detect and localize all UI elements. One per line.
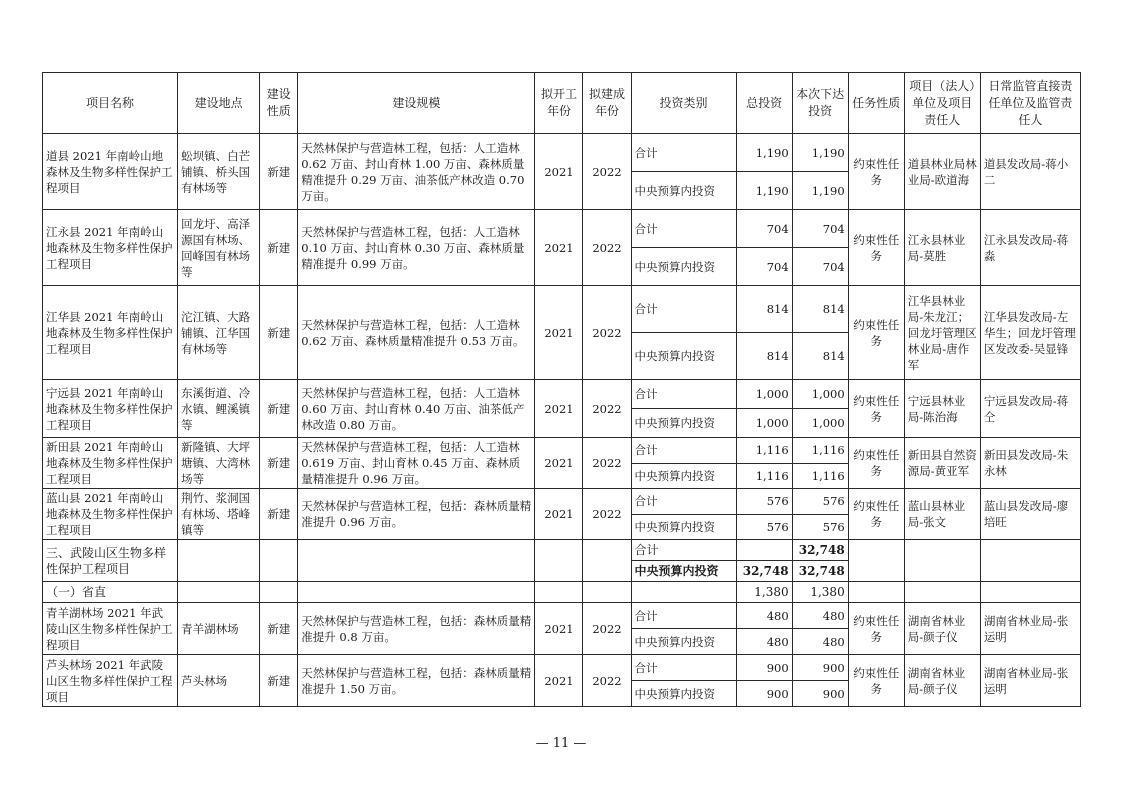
project-name: 江永县 2021 年南岭山地森林及生物多样性保护工程项目	[43, 210, 178, 286]
start-year: 2021	[535, 603, 583, 655]
allocated-investment: 32,748	[792, 540, 848, 561]
invest-category: 中央预算内投资	[631, 629, 736, 655]
invest-category: 合计	[631, 134, 736, 172]
total-investment: 1,116	[736, 438, 792, 464]
invest-category: 合计	[631, 540, 736, 561]
task-nature: 约束性任务	[848, 286, 904, 380]
end-year: 2022	[583, 134, 631, 210]
project-nature: 新建	[260, 438, 298, 489]
project-location: 蚣坝镇、白芒铺镇、桥头国有林场等	[178, 134, 260, 210]
total-investment: 480	[736, 629, 792, 655]
invest-category: 合计	[631, 286, 736, 333]
project-location: 青羊湖林场	[178, 603, 260, 655]
allocated-investment: 814	[792, 333, 848, 380]
project-location: 新隆镇、大坪塘镇、大湾林场等	[178, 438, 260, 489]
allocated-investment: 1,000	[792, 409, 848, 438]
responsible-unit: 江华县林业局-朱龙江；回龙圩管理区林业局-唐作军	[904, 286, 980, 380]
allocated-investment: 1,116	[792, 438, 848, 464]
responsible-unit: 道县林业局林业局-欧道海	[904, 134, 980, 210]
end-year: 2022	[583, 380, 631, 438]
project-nature: 新建	[260, 134, 298, 210]
project-location: 沱江镇、大路铺镇、江华国有林场等	[178, 286, 260, 380]
header-cell: 建设规模	[298, 73, 535, 134]
total-investment: 480	[736, 603, 792, 629]
project-nature: 新建	[260, 210, 298, 286]
investment-table	[42, 72, 1081, 707]
header-cell: 建设性质	[260, 73, 298, 134]
table-row	[43, 134, 1081, 172]
allocated-investment: 480	[792, 603, 848, 629]
project-location: 回龙圩、高泽源国有林场、回峰国有林场等	[178, 210, 260, 286]
invest-category: 中央预算内投资	[631, 172, 736, 210]
project-name: 宁远县 2021 年南岭山地森林及生物多样性保护工程项目	[43, 380, 178, 438]
project-scale: 天然林保护与营造林工程，包括：森林质量精准提升 0.96 万亩。	[298, 489, 535, 540]
total-investment: 576	[736, 489, 792, 515]
allocated-investment: 32,748	[792, 561, 848, 582]
allocated-investment: 900	[792, 681, 848, 707]
total-investment: 814	[736, 286, 792, 333]
invest-category: 中央预算内投资	[631, 248, 736, 286]
header-cell: 总投资	[736, 73, 792, 134]
supervisor-unit: 湖南省林业局-张运明	[980, 655, 1080, 707]
responsible-unit: 宁远县林业局-陈治海	[904, 380, 980, 438]
task-nature: 约束性任务	[848, 380, 904, 438]
total-investment: 1,000	[736, 409, 792, 438]
allocated-investment: 480	[792, 629, 848, 655]
section-row	[43, 540, 1081, 561]
responsible-unit: 湖南省林业局-颜子仪	[904, 603, 980, 655]
table-row	[43, 286, 1081, 333]
total-investment: 900	[736, 681, 792, 707]
project-location: 东溪街道、冷水镇、鲤溪镇等	[178, 380, 260, 438]
task-nature: 约束性任务	[848, 603, 904, 655]
project-nature: 新建	[260, 655, 298, 707]
table-row	[43, 655, 1081, 681]
supervisor-unit: 新田县发改局-朱永林	[980, 438, 1080, 489]
total-investment: 704	[736, 248, 792, 286]
invest-category: 中央预算内投资	[631, 561, 736, 582]
invest-category: 合计	[631, 380, 736, 409]
allocated-investment: 704	[792, 248, 848, 286]
start-year: 2021	[535, 134, 583, 210]
table-row	[43, 380, 1081, 409]
total-investment: 1,000	[736, 380, 792, 409]
project-scale: 天然林保护与营造林工程，包括：森林质量精准提升 0.8 万亩。	[298, 603, 535, 655]
header-row	[43, 73, 1081, 134]
header-cell: 项目名称	[43, 73, 178, 134]
project-location: 芦头林场	[178, 655, 260, 707]
responsible-unit: 蓝山县林业局-张文	[904, 489, 980, 540]
project-nature: 新建	[260, 380, 298, 438]
invest-category: 合计	[631, 655, 736, 681]
responsible-unit: 江永县林业局-莫胜	[904, 210, 980, 286]
total-investment: 1,380	[736, 582, 792, 603]
total-investment: 704	[736, 210, 792, 248]
header-cell: 投资类别	[631, 73, 736, 134]
project-scale: 天然林保护与营造林工程，包括：人工造林 0.62 万亩、封山育林 1.00 万亩、森林质量精准提升 0.29 万亩、油茶低产林改造 0.70 万亩。	[298, 134, 535, 210]
allocated-investment: 900	[792, 655, 848, 681]
supervisor-unit: 湖南省林业局-张运明	[980, 603, 1080, 655]
table-row	[43, 489, 1081, 515]
header-cell: 任务性质	[848, 73, 904, 134]
allocated-investment: 814	[792, 286, 848, 333]
task-nature: 约束性任务	[848, 438, 904, 489]
allocated-investment: 1,116	[792, 463, 848, 489]
end-year: 2022	[583, 655, 631, 707]
supervisor-unit: 蓝山县发改局-廖培旺	[980, 489, 1080, 540]
project-scale: 天然林保护与营造林工程，包括：人工造林 0.619 万亩、封山育林 0.45 万亩、森林质量精准提升 0.96 万亩。	[298, 438, 535, 489]
end-year: 2022	[583, 489, 631, 540]
project-name: 青羊湖林场 2021 年武陵山区生物多样性保护工程项目	[43, 603, 178, 655]
header-cell: 拟建成年份	[583, 73, 631, 134]
total-investment: 900	[736, 655, 792, 681]
project-nature: 新建	[260, 603, 298, 655]
start-year: 2021	[535, 286, 583, 380]
start-year: 2021	[535, 655, 583, 707]
invest-category: 合计	[631, 210, 736, 248]
allocated-investment: 1,190	[792, 134, 848, 172]
total-investment: 814	[736, 333, 792, 380]
end-year: 2022	[583, 438, 631, 489]
subsection-row	[43, 582, 1081, 603]
total-investment: 576	[736, 514, 792, 540]
start-year: 2021	[535, 380, 583, 438]
page-number: — 11 —	[535, 736, 587, 751]
start-year: 2021	[535, 489, 583, 540]
responsible-unit: 新田县自然资源局-黄亚军	[904, 438, 980, 489]
project-scale: 天然林保护与营造林工程，包括：森林质量精准提升 1.50 万亩。	[298, 655, 535, 707]
total-investment: 1,190	[736, 172, 792, 210]
invest-category: 中央预算内投资	[631, 681, 736, 707]
end-year: 2022	[583, 286, 631, 380]
project-name: 蓝山县 2021 年南岭山地森林及生物多样性保护工程项目	[43, 489, 178, 540]
header-cell: 项目（法人）单位及项目责任人	[904, 73, 980, 134]
header-cell: 拟开工年份	[535, 73, 583, 134]
subsection-title: （一）省直	[43, 582, 178, 603]
project-nature: 新建	[260, 286, 298, 380]
project-nature: 新建	[260, 489, 298, 540]
allocated-investment: 1,190	[792, 172, 848, 210]
total-investment: 32,748	[736, 561, 792, 582]
header-cell: 建设地点	[178, 73, 260, 134]
invest-category: 中央预算内投资	[631, 514, 736, 540]
table-row	[43, 438, 1081, 464]
header-cell: 本次下达投资	[792, 73, 848, 134]
project-scale: 天然林保护与营造林工程，包括：人工造林 0.10 万亩、封山育林 0.30 万亩、森林质量精准提升 0.99 万亩。	[298, 210, 535, 286]
total-investment: 1,116	[736, 463, 792, 489]
supervisor-unit: 江永县发改局-蒋淼	[980, 210, 1080, 286]
table-row	[43, 210, 1081, 248]
project-scale: 天然林保护与营造林工程，包括：人工造林 0.62 万亩、森林质量精准提升 0.53 万亩。	[298, 286, 535, 380]
allocated-investment: 576	[792, 489, 848, 515]
supervisor-unit: 道县发改局-蒋小二	[980, 134, 1080, 210]
start-year: 2021	[535, 210, 583, 286]
supervisor-unit: 宁远县发改局-蒋仝	[980, 380, 1080, 438]
section-title: 三、武陵山区生物多样性保护工程项目	[43, 540, 178, 582]
end-year: 2022	[583, 210, 631, 286]
supervisor-unit: 江华县发改局-左华生；回龙圩管理区发改委-吴显锋	[980, 286, 1080, 380]
invest-category: 合计	[631, 438, 736, 464]
project-name: 道县 2021 年南岭山地森林及生物多样性保护工程项目	[43, 134, 178, 210]
responsible-unit: 湖南省林业局-颜子仪	[904, 655, 980, 707]
total-investment: 1,190	[736, 134, 792, 172]
end-year: 2022	[583, 603, 631, 655]
invest-category: 合计	[631, 603, 736, 629]
invest-category: 中央预算内投资	[631, 333, 736, 380]
task-nature: 约束性任务	[848, 655, 904, 707]
project-location: 荆竹、浆洞国有林场、塔峰镇等	[178, 489, 260, 540]
allocated-investment: 1,380	[792, 582, 848, 603]
allocated-investment: 576	[792, 514, 848, 540]
invest-category: 中央预算内投资	[631, 463, 736, 489]
project-name: 芦头林场 2021 年武陵山区生物多样性保护工程项目	[43, 655, 178, 707]
project-scale: 天然林保护与营造林工程，包括：人工造林 0.60 万亩、封山育林 0.40 万亩、油茶低产林改造 0.80 万亩。	[298, 380, 535, 438]
start-year: 2021	[535, 438, 583, 489]
task-nature: 约束性任务	[848, 210, 904, 286]
task-nature: 约束性任务	[848, 134, 904, 210]
task-nature: 约束性任务	[848, 489, 904, 540]
invest-category: 合计	[631, 489, 736, 515]
project-name: 新田县 2021 年南岭山地森林及生物多样性保护工程项目	[43, 438, 178, 489]
project-name: 江华县 2021 年南岭山地森林及生物多样性保护工程项目	[43, 286, 178, 380]
allocated-investment: 1,000	[792, 380, 848, 409]
invest-category: 中央预算内投资	[631, 409, 736, 438]
table-row	[43, 603, 1081, 629]
allocated-investment: 704	[792, 210, 848, 248]
header-cell: 日常监管直接责任单位及监管责任人	[980, 73, 1080, 134]
